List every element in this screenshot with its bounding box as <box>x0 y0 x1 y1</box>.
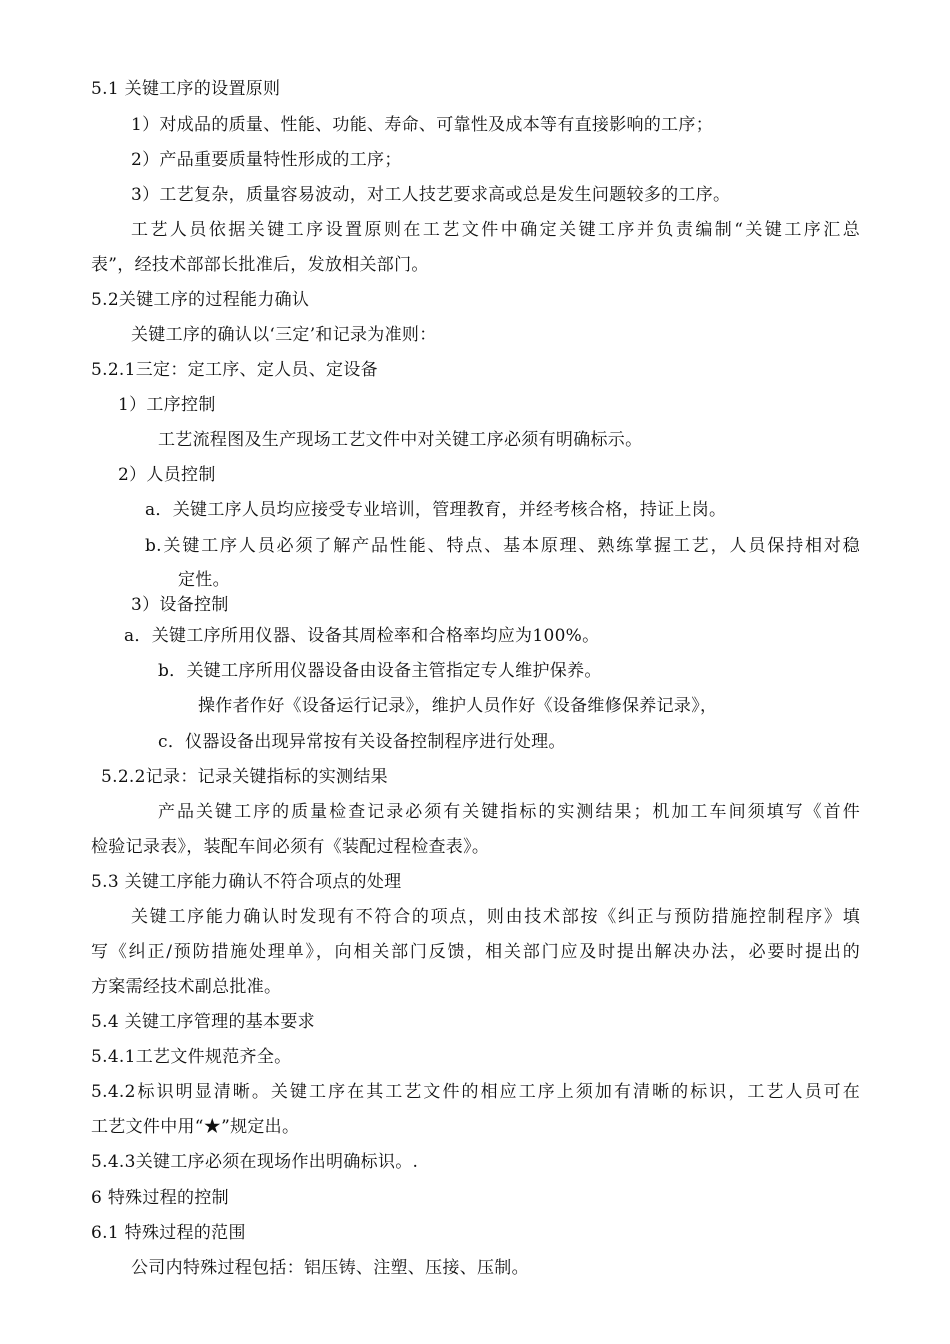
paragraph-line: 5.4.3关键工序必须在现场作出明确标识。. <box>91 1152 419 1172</box>
paragraph-line: 公司内特殊过程包括：铝压铸、注塑、压接、压制。 <box>131 1258 529 1278</box>
paragraph-line: 5.4.1工艺文件规范齐全。 <box>91 1047 292 1067</box>
list-item: b．关键工序所用仪器设备由设备主管指定专人维护保养。 <box>158 661 602 681</box>
list-item: 2）产品重要质量特性形成的工序； <box>131 150 402 170</box>
heading-5-3: 5.3 关键工序能力确认不符合项点的处理 <box>91 872 402 892</box>
paragraph-line: 工艺文件中用“★”规定出。 <box>91 1117 300 1137</box>
paragraph-line: 表”，经技术部部长批准后，发放相关部门。 <box>91 255 429 275</box>
subheading: 1）工序控制 <box>118 395 216 415</box>
list-item: 3）工艺复杂，质量容易波动，对工人技艺要求高或总是发生问题较多的工序。 <box>131 185 731 205</box>
paragraph-line: 写《纠正/预防措施处理单》，向相关部门反馈，相关部门应及时提出解决办法，必要时提出的 <box>91 942 860 962</box>
paragraph-line: 检验记录表》，装配车间必须有《装配过程检查表》。 <box>91 837 490 857</box>
paragraph-line: 5.4.2标识明显清晰。关键工序在其工艺文件的相应工序上须加有清晰的标识，工艺人员可在 <box>91 1082 860 1102</box>
paragraph-line: 方案需经技术副总批准。 <box>91 977 282 997</box>
heading-5-2-1: 5.2.1三定：定工序、定人员、定设备 <box>91 360 378 380</box>
subheading: 2）人员控制 <box>118 465 216 485</box>
list-item: c．仪器设备出现异常按有关设备控制程序进行处理。 <box>158 732 566 752</box>
heading-6: 6 特殊过程的控制 <box>91 1188 229 1208</box>
list-item: b.关键工序人员必须了解产品性能、特点、基本原理、熟练掌握工艺，人员保持相对稳 <box>145 536 860 556</box>
heading-5-2: 5.2关键工序的过程能力确认 <box>91 290 310 310</box>
paragraph-line: 工艺流程图及生产现场工艺文件中对关键工序必须有明确标示。 <box>158 430 643 450</box>
paragraph-line: 操作者作好《设备运行记录》，维护人员作好《设备维修保养记录》， <box>198 696 718 716</box>
list-item: 1）对成品的质量、性能、功能、寿命、可靠性及成本等有直接影响的工序； <box>131 115 714 135</box>
paragraph-line: 工艺人员依据关键工序设置原则在工艺文件中确定关键工序并负责编制“关键工序汇总 <box>131 220 860 240</box>
paragraph-line: 关键工序的确认以‘三定’和记录为准则： <box>131 325 437 345</box>
heading-5-1: 5.1 关键工序的设置原则 <box>91 79 281 99</box>
heading-6-1: 6.1 特殊过程的范围 <box>91 1223 246 1243</box>
heading-5-2-2: 5.2.2记录：记录关键指标的实测结果 <box>101 767 388 787</box>
paragraph-line: 产品关键工序的质量检查记录必须有关键指标的实测结果；机加工车间须填写《首件 <box>158 802 860 822</box>
subheading: 3）设备控制 <box>131 595 229 615</box>
paragraph-line: 关键工序能力确认时发现有不符合的项点，则由技术部按《纠正与预防措施控制程序》填 <box>131 907 860 927</box>
list-item: a．关键工序人员均应接受专业培训，管理教育，并经考核合格，持证上岗。 <box>145 500 727 520</box>
paragraph-line: 定性。 <box>178 570 230 590</box>
list-item: a．关键工序所用仪器、设备其周检率和合格率均应为100%。 <box>124 626 600 646</box>
heading-5-4: 5.4 关键工序管理的基本要求 <box>91 1012 315 1032</box>
